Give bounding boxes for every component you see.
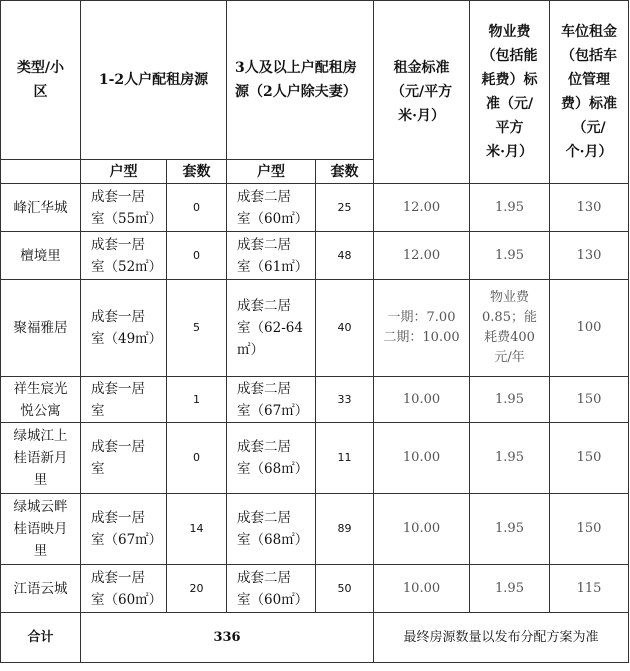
header-group-small: 1-2人户配租房源 bbox=[81, 1, 227, 160]
row-large-unit: 成套二居 室（60㎡） bbox=[227, 565, 316, 613]
row-large-unit: 成套二居 室（67㎡） bbox=[227, 377, 316, 423]
row-rent: 12.00 bbox=[374, 232, 470, 280]
row-small-count: 14 bbox=[167, 494, 227, 565]
total-row bbox=[1, 613, 629, 663]
row-small-unit: 成套一居 室 bbox=[81, 423, 167, 494]
row-name: 峰汇华城 bbox=[1, 184, 81, 232]
header-parking: 车位租金 （包括车 位管理 费）标准 （元/ 个·月） bbox=[550, 1, 629, 184]
row-property: 1.95 bbox=[470, 377, 550, 423]
header-blank bbox=[1, 160, 81, 184]
row-parking: 130 bbox=[550, 184, 629, 232]
row-large-count: 50 bbox=[316, 565, 374, 613]
row-property: 1.95 bbox=[470, 494, 550, 565]
row-large-count: 89 bbox=[316, 494, 374, 565]
header-large-unit: 户型 bbox=[227, 160, 316, 184]
row-large-unit: 成套二居 室（68㎡） bbox=[227, 423, 316, 494]
header-type: 类型/小 区 bbox=[1, 1, 81, 160]
row-large-unit: 成套二居 室（62-64 ㎡） bbox=[227, 280, 316, 377]
total-label: 合计 bbox=[1, 613, 81, 663]
table-row bbox=[1, 377, 629, 423]
row-small-unit: 成套一居 室（67㎡） bbox=[81, 494, 167, 565]
header-rent: 租金标准 （元/平方 米·月） bbox=[374, 1, 470, 184]
row-name: 绿城江上 桂语新月 里 bbox=[1, 423, 81, 494]
row-small-unit: 成套一居 室（49㎡） bbox=[81, 280, 167, 377]
row-name: 聚福雅居 bbox=[1, 280, 81, 377]
row-property: 1.95 bbox=[470, 232, 550, 280]
row-parking: 150 bbox=[550, 377, 629, 423]
row-name: 绿城云畔 桂语映月 里 bbox=[1, 494, 81, 565]
table-row bbox=[1, 494, 629, 565]
header-small-count: 套数 bbox=[167, 160, 227, 184]
row-large-count: 40 bbox=[316, 280, 374, 377]
row-rent: 10.00 bbox=[374, 494, 470, 565]
row-parking: 100 bbox=[550, 280, 629, 377]
row-rent: 10.00 bbox=[374, 377, 470, 423]
footnote: 最终房源数量以发布分配方案为准 bbox=[374, 613, 629, 663]
row-property: 1.95 bbox=[470, 184, 550, 232]
row-small-count: 0 bbox=[167, 232, 227, 280]
row-parking: 150 bbox=[550, 494, 629, 565]
row-small-unit: 成套一居 室 bbox=[81, 377, 167, 423]
row-property: 物业费 0.85；能 耗费400 元/年 bbox=[470, 280, 550, 377]
total-value: 336 bbox=[81, 613, 374, 663]
row-large-count: 48 bbox=[316, 232, 374, 280]
row-small-count: 1 bbox=[167, 377, 227, 423]
header-property: 物业费 （包括能 耗费）标 准（元/ 平方 米·月） bbox=[470, 1, 550, 184]
row-parking: 150 bbox=[550, 423, 629, 494]
header-group-large: 3人及以上户配租房 源（2人户除夫妻） bbox=[227, 1, 374, 160]
table-row bbox=[1, 280, 629, 377]
row-parking: 130 bbox=[550, 232, 629, 280]
row-property: 1.95 bbox=[470, 423, 550, 494]
row-large-unit: 成套二居 室（61㎡） bbox=[227, 232, 316, 280]
row-large-count: 33 bbox=[316, 377, 374, 423]
table-row bbox=[1, 232, 629, 280]
row-rent: 10.00 bbox=[374, 565, 470, 613]
row-parking: 115 bbox=[550, 565, 629, 613]
row-small-unit: 成套一居 室（52㎡） bbox=[81, 232, 167, 280]
row-small-unit: 成套一居 室（60㎡） bbox=[81, 565, 167, 613]
row-small-count: 5 bbox=[167, 280, 227, 377]
row-name: 江语云城 bbox=[1, 565, 81, 613]
header-small-unit: 户型 bbox=[81, 160, 167, 184]
row-rent: 12.00 bbox=[374, 184, 470, 232]
row-large-count: 25 bbox=[316, 184, 374, 232]
row-small-count: 0 bbox=[167, 423, 227, 494]
row-large-unit: 成套二居 室（68㎡） bbox=[227, 494, 316, 565]
table-row bbox=[1, 565, 629, 613]
row-large-unit: 成套二居 室（60㎡） bbox=[227, 184, 316, 232]
row-large-count: 11 bbox=[316, 423, 374, 494]
row-rent: 一期：7.00 二期：10.00 bbox=[374, 280, 470, 377]
table-row bbox=[1, 184, 629, 232]
row-small-unit: 成套一居 室（55㎡） bbox=[81, 184, 167, 232]
row-small-count: 20 bbox=[167, 565, 227, 613]
row-rent: 10.00 bbox=[374, 423, 470, 494]
header-large-count: 套数 bbox=[316, 160, 374, 184]
row-small-count: 0 bbox=[167, 184, 227, 232]
row-name: 檀境里 bbox=[1, 232, 81, 280]
table-row bbox=[1, 423, 629, 494]
row-property: 1.95 bbox=[470, 565, 550, 613]
row-name: 祥生宸光 悦公寓 bbox=[1, 377, 81, 423]
